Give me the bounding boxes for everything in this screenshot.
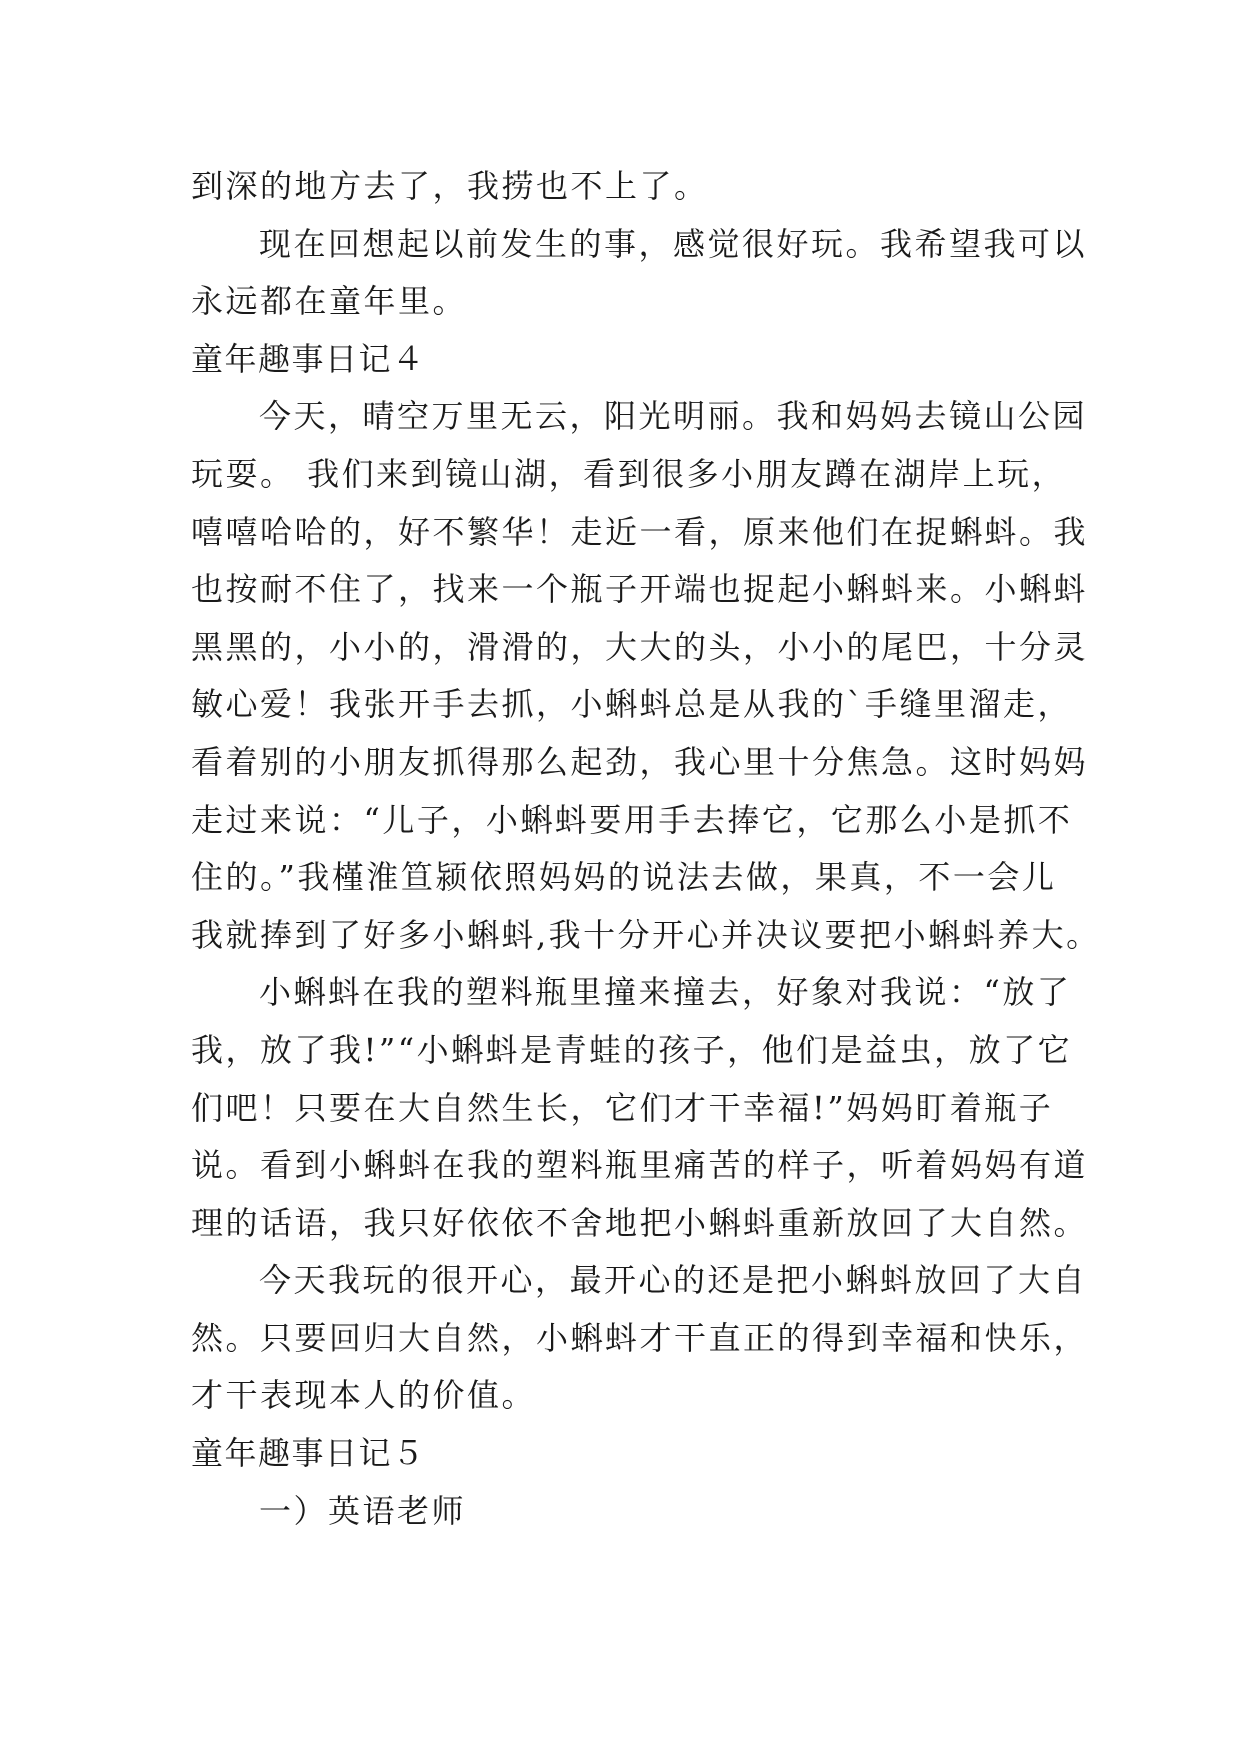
text-line: 看着别的小朋友抓得那么起劲，我心里十分焦急。这时妈妈: [191, 742, 1089, 781]
text-line: 们吧！只要在大自然生长，它们才干幸福!”妈妈盯着瓶子: [191, 1088, 1054, 1127]
section-heading: 童年趣事日记５: [191, 1434, 426, 1473]
text-line: 到深的地方去了，我捞也不上了。: [191, 167, 709, 205]
text-line: 说。看到小蝌蚪在我的塑料瓶里痛苦的样子，听着妈妈有道: [191, 1146, 1089, 1185]
text-line: 走过来说：“儿子，小蝌蚪要用手去捧它，它那么小是抓不: [191, 800, 1073, 839]
section-heading: 童年趣事日记４: [191, 339, 426, 378]
text-line: 我，放了我!”“小蝌蚪是青蛙的孩子，他们是益虫，放了它: [191, 1030, 1073, 1069]
text-line: 现在回想起以前发生的事，感觉很好玩。我希望我可以: [259, 224, 1088, 263]
text-line: 也按耐不住了，找来一个瓶子开端也捉起小蝌蚪来。小蝌蚪: [191, 570, 1089, 609]
text-line: 黑黑的，小小的，滑滑的，大大的头，小小的尾巴，十分灵: [191, 627, 1089, 666]
text-line: 住的。”我槿淮笪颍依照妈妈的说法去做，果真，不一会儿: [191, 858, 1057, 897]
text-line: 今天，晴空万里无云，阳光明丽。我和妈妈去镜山公园: [259, 397, 1088, 436]
text-line: 然。只要回归大自然，小蝌蚪才干直正的得到幸福和快乐，: [191, 1318, 1089, 1357]
text-line: 小蝌蚪在我的塑料瓶里撞来撞去，好象对我说：“放了: [259, 973, 1072, 1012]
text-line: 玩耍。 我们来到镜山湖，看到很多小朋友蹲在湖岸上玩，: [191, 454, 1067, 493]
text-line: 永远都在童年里。: [191, 282, 468, 321]
text-line: 理的话语，我只好依依不舍地把小蝌蚪重新放回了大自然。: [191, 1203, 1089, 1242]
text-line: 才干表现本人的价值。: [191, 1376, 537, 1415]
text-line: 一）英语老师: [259, 1491, 467, 1530]
text-line: 我就捧到了好多小蝌蚪,我十分开心并决议要把小蝌蚪养大。: [191, 915, 1101, 954]
text-line: 嘻嘻哈哈的，好不繁华！走近一看，原来他们在捉蝌蚪。我: [191, 512, 1089, 551]
document-body: [191, 158, 1101, 1540]
text-line: 今天我玩的很开心，最开心的还是把小蝌蚪放回了大自: [259, 1261, 1088, 1300]
text-line: 敏心爱！我张开手去抓，小蝌蚪总是从我的`手缝里溜走，: [191, 685, 1073, 724]
